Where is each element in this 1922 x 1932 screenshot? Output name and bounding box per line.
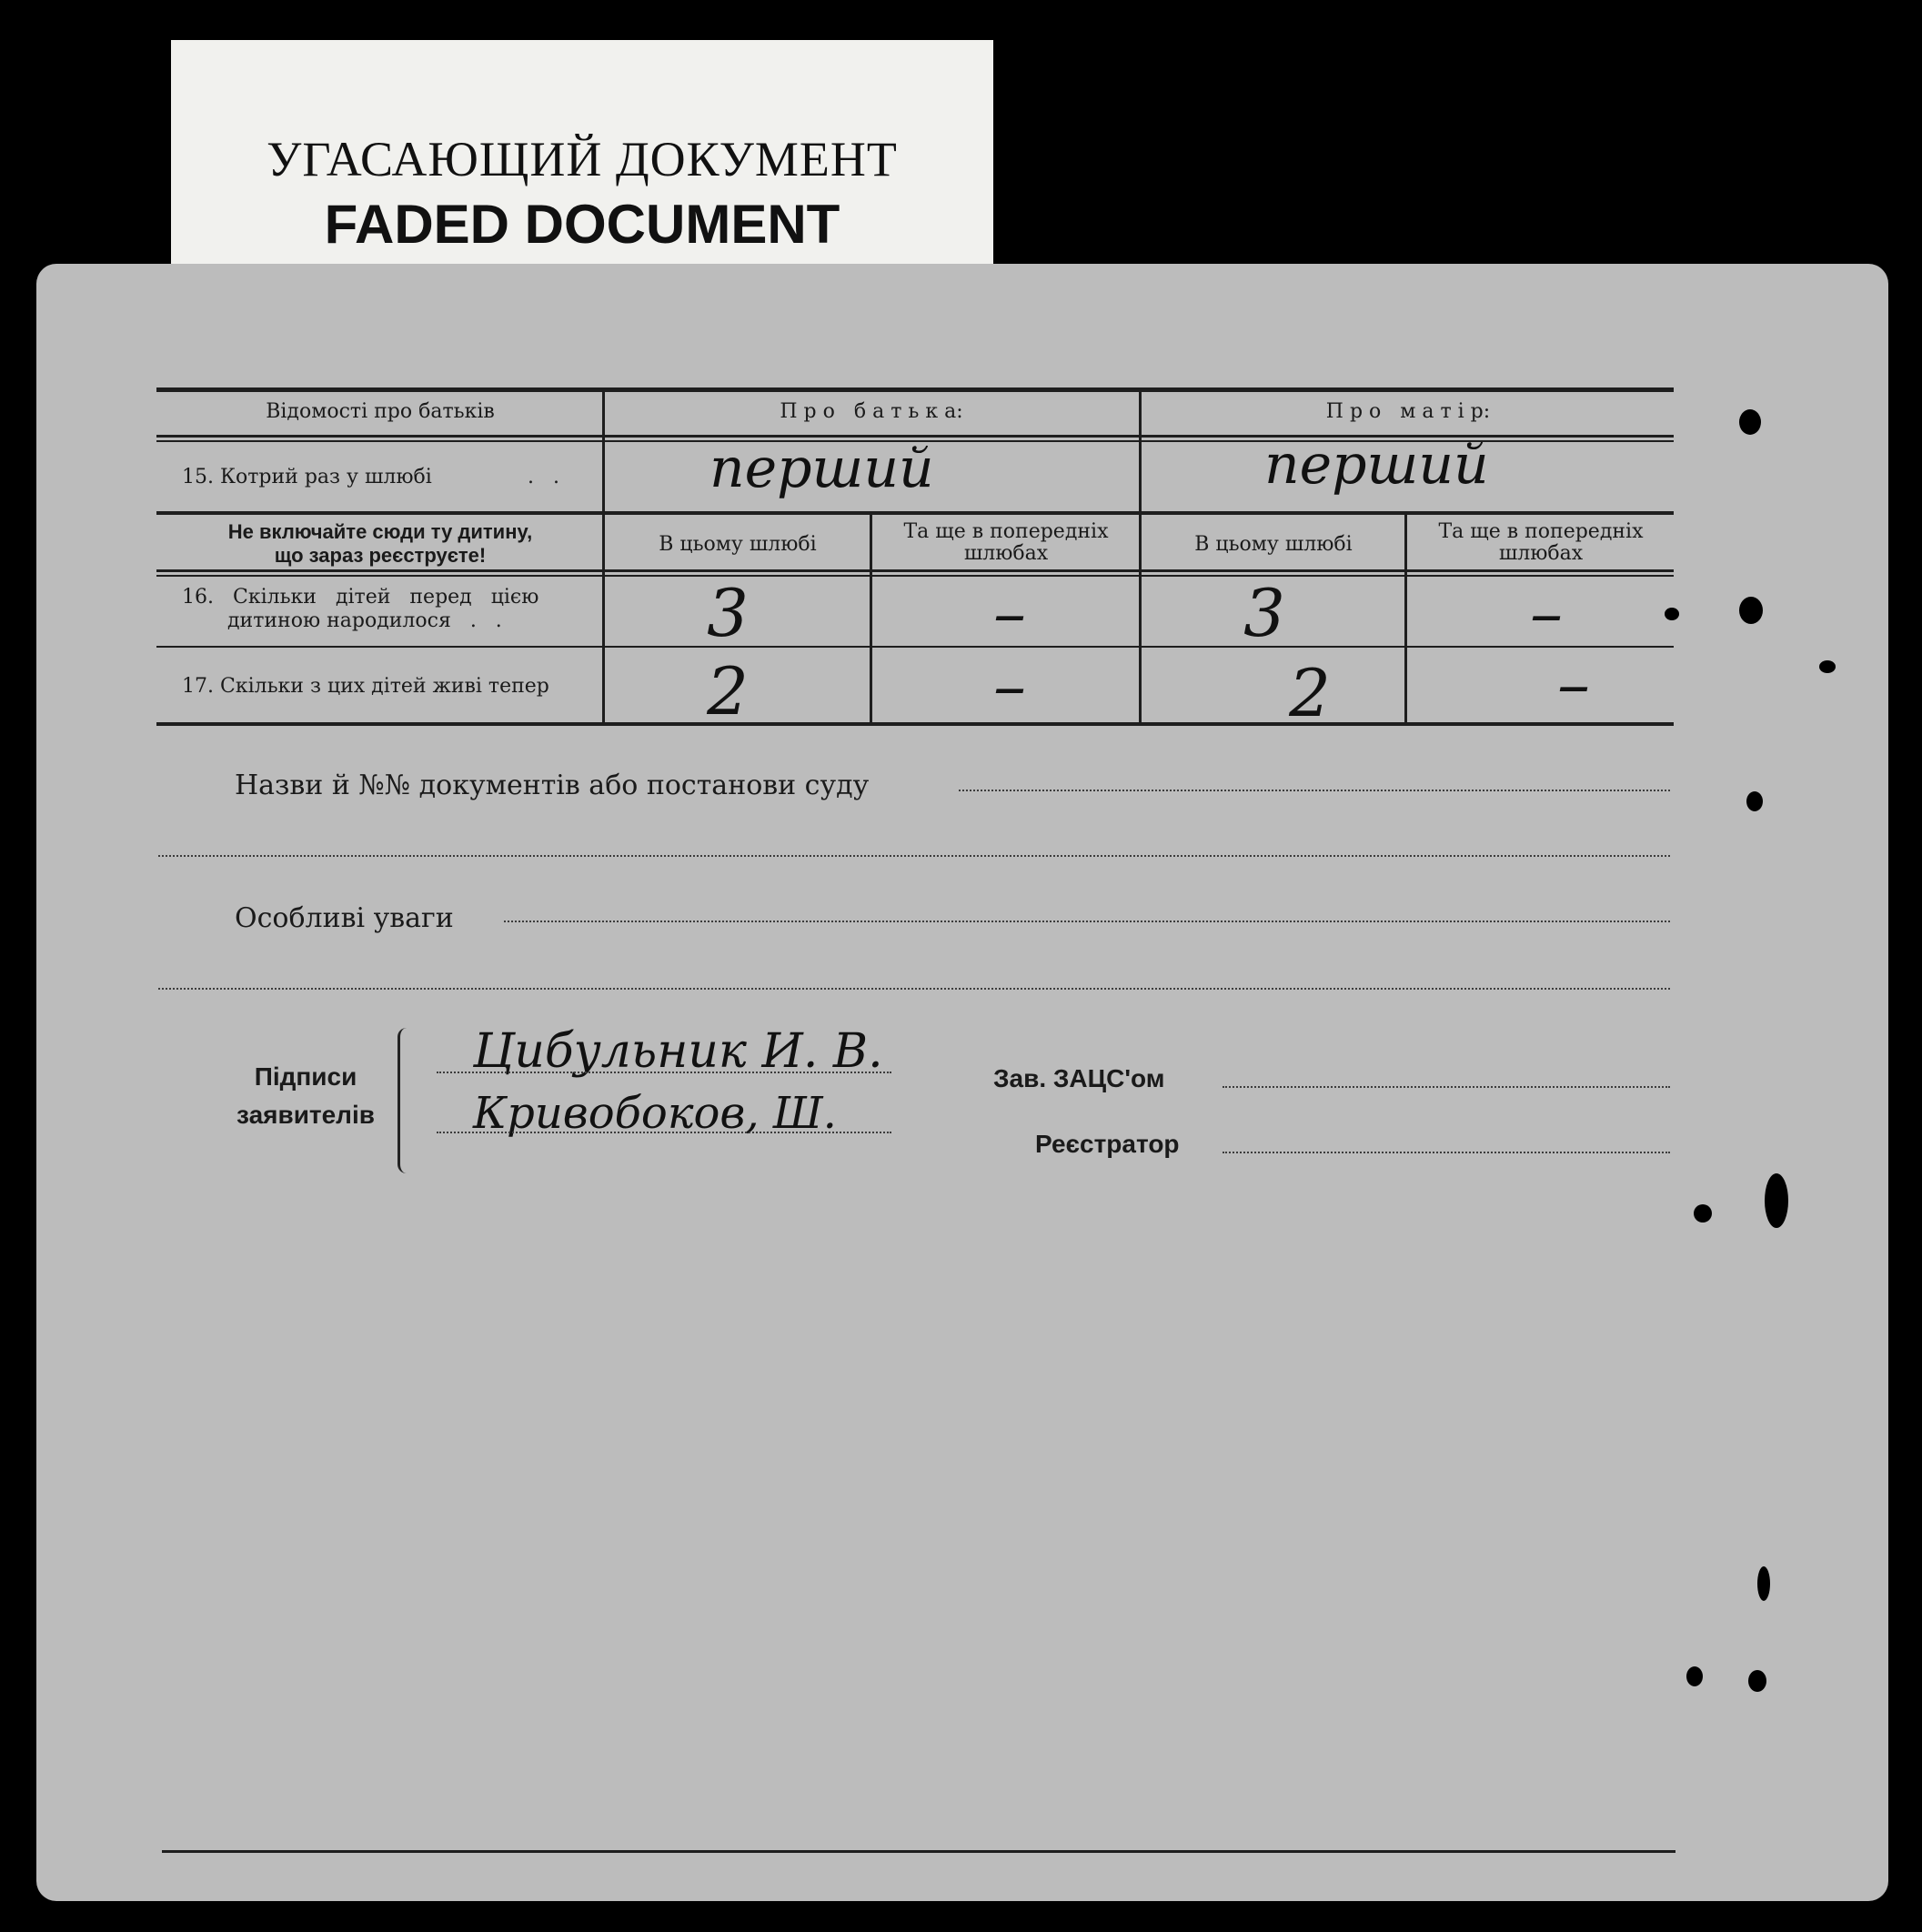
table-row15-rule (156, 511, 1674, 515)
head-zags-dotted-line (1223, 1086, 1670, 1088)
punch-hole-spot (1686, 1666, 1703, 1686)
mother-col-previous-line1: Та ще в попередніх (1438, 520, 1644, 543)
punch-hole-spot (1739, 597, 1763, 624)
note-exclude-child-line1: Не включайте сюди ту дитину, (227, 520, 533, 543)
punch-hole-spot (1746, 791, 1763, 811)
mother-col-previous-line2: шлюбах (1498, 542, 1584, 565)
father-born-previous: – (993, 575, 1026, 651)
signatures-label-line2: заявителів (236, 1101, 375, 1129)
label-english: FADED DOCUMENT (324, 194, 840, 255)
row15-dots: . . (528, 466, 559, 488)
punch-hole-spot (1748, 1670, 1766, 1692)
punch-hole-spot (1694, 1204, 1712, 1223)
header-about-father: П р о б а т ь к а: (780, 400, 963, 423)
documents-dotted-line-1 (959, 790, 1670, 791)
father-born-this-marriage: 3 (707, 575, 749, 651)
faded-document-label (171, 40, 993, 267)
father-col-previous-line1: Та ще в попередніх (903, 520, 1109, 543)
punch-hole-spot (1757, 1566, 1770, 1601)
remarks-dotted-line-1 (504, 921, 1670, 922)
note-exclude-child-line2: що зараз реєструєте! (274, 544, 487, 567)
table-col-divider-2 (1139, 391, 1142, 722)
table-subheader-rule-2 (156, 575, 1674, 577)
signature-dotted-line-2 (437, 1132, 891, 1133)
table-top-rule (156, 387, 1674, 392)
label-russian: УГАСАЮЩИЙ ДОКУМЕНТ (267, 132, 898, 186)
table-col-divider-3 (870, 515, 872, 722)
row16-label-line2: дитиною народилося . . (227, 609, 502, 632)
header-parents-info: Відомості про батьків (266, 400, 495, 423)
documents-label: Назви й №№ документів або постанови суду (235, 770, 870, 801)
punch-hole-spot (1739, 409, 1761, 435)
table-bottom-rule (156, 722, 1674, 726)
mother-marriage-handwritten: перший (1264, 433, 1489, 497)
punch-hole-spot (1765, 1173, 1788, 1228)
table-row16-rule (156, 646, 1674, 648)
table-col-divider-4 (1404, 515, 1407, 722)
mother-alive-previous: – (1557, 646, 1590, 722)
form-sheet (36, 264, 1888, 1901)
mother-born-previous: – (1530, 575, 1563, 651)
table-col-divider-1 (602, 391, 605, 722)
page-bottom-rule (162, 1850, 1675, 1853)
signatures-label-line1: Підписи (254, 1062, 357, 1091)
documents-dotted-line-2 (158, 855, 1670, 857)
father-col-this-marriage: В цьому шлюбі (659, 533, 817, 556)
remarks-label: Особливі уваги (235, 902, 454, 934)
signatures-brace (397, 1028, 413, 1173)
header-about-mother: П р о м а т і р: (1325, 400, 1491, 423)
father-marriage-handwritten: перший (709, 437, 934, 500)
signature-applicant-1: Цибульник И. В. (473, 1024, 883, 1079)
punch-hole-spot (1665, 608, 1679, 620)
signature-applicant-2: Кривобоков, Ш. (473, 1088, 837, 1139)
mother-born-this-marriage: 3 (1243, 575, 1285, 651)
row17-label: 17. Скільки з цих дітей живі тепер (182, 675, 549, 698)
signature-dotted-line-1 (437, 1072, 891, 1073)
registrar-dotted-line (1223, 1152, 1670, 1153)
remarks-dotted-line-2 (158, 988, 1670, 990)
row16-label-line1: 16. Скільки дітей перед цією (182, 586, 539, 609)
father-alive-previous: – (993, 648, 1026, 724)
mother-alive-this-marriage: 2 (1289, 655, 1331, 731)
father-col-previous-line2: шлюбах (963, 542, 1049, 565)
father-alive-this-marriage: 2 (707, 653, 749, 730)
registrar-label: Реєстратор (1035, 1130, 1180, 1158)
table-subheader-rule (156, 569, 1674, 572)
punch-hole-spot (1819, 660, 1836, 673)
mother-col-this-marriage: В цьому шлюбі (1194, 533, 1353, 556)
row15-label: 15. Котрий раз у шлюбі (182, 466, 432, 488)
head-zags-label: Зав. ЗАЦС'ом (993, 1064, 1165, 1092)
